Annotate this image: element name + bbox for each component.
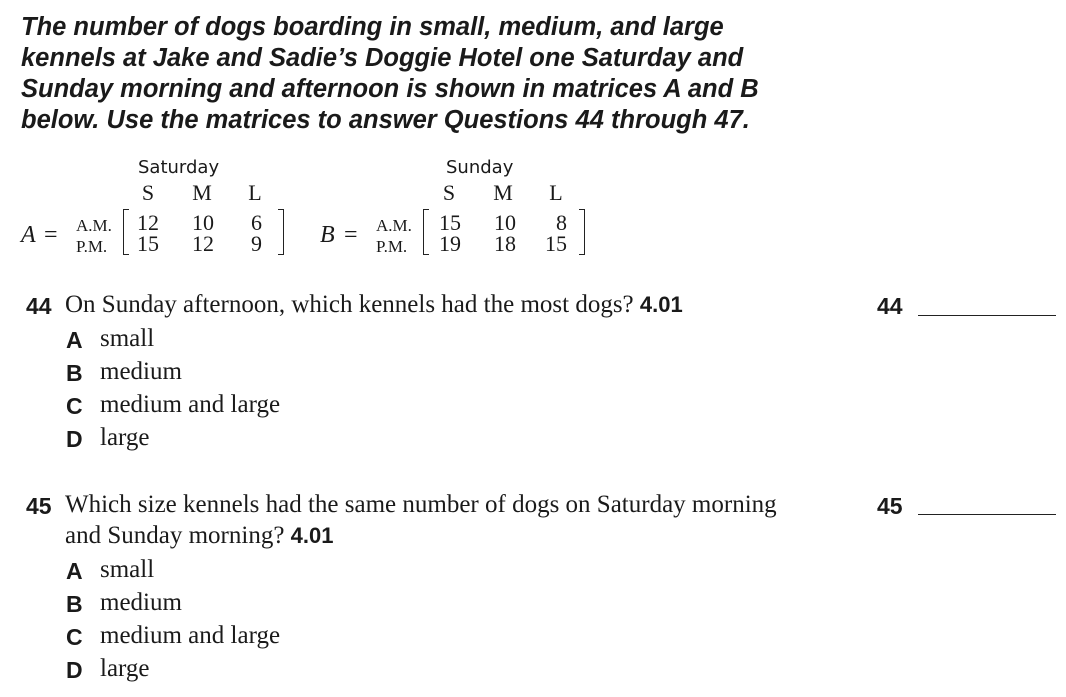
matrix-b-row-pm: P.M. bbox=[376, 237, 408, 256]
matrix-b-title: Sunday bbox=[446, 157, 514, 178]
question-text-line: On Sunday afternoon, which kennels had the most dogs? bbox=[65, 291, 634, 318]
matrix-a-cell: 12 bbox=[192, 231, 214, 256]
standard-tag: 4.01 bbox=[639, 292, 683, 317]
intro-line: kennels at Jake and Sadie’s Doggie Hotel one Saturday and bbox=[21, 44, 744, 72]
option-d[interactable]: large bbox=[100, 655, 150, 682]
matrix-a-col-l: L bbox=[248, 180, 262, 205]
matrix-b-cell: 10 bbox=[494, 210, 516, 235]
option-letter: A bbox=[66, 558, 83, 584]
question-text bbox=[65, 522, 334, 550]
matrix-b-cell: 8 bbox=[556, 210, 567, 235]
option-letter: B bbox=[66, 591, 83, 617]
matrix-b-cell: 15 bbox=[545, 231, 567, 256]
matrix-b-row-am: A.M. bbox=[376, 216, 412, 235]
option-c[interactable]: medium and large bbox=[100, 391, 281, 418]
matrix-b-col-m: M bbox=[493, 180, 513, 205]
matrix-a-cell: 9 bbox=[251, 231, 262, 256]
matrix-b-col-s: S bbox=[442, 180, 456, 205]
option-b[interactable]: medium bbox=[100, 589, 182, 616]
question-text-line: and Sunday morning? bbox=[65, 522, 285, 549]
matrix-b-name: B bbox=[320, 222, 335, 248]
matrix-a-cell: 6 bbox=[251, 210, 262, 235]
matrix-a-title: Saturday bbox=[138, 157, 220, 178]
matrix-b-left-bracket bbox=[423, 209, 429, 255]
matrix-a-cell: 10 bbox=[192, 210, 214, 235]
option-letter: C bbox=[66, 624, 83, 650]
matrix-a-right-bracket bbox=[278, 209, 284, 255]
matrix-a-equals: = bbox=[44, 222, 58, 248]
option-b[interactable]: medium bbox=[100, 358, 182, 385]
option-letter: C bbox=[66, 393, 83, 419]
answer-blank[interactable] bbox=[918, 514, 1056, 515]
option-letter: A bbox=[66, 327, 83, 353]
option-c[interactable]: medium and large bbox=[100, 622, 281, 649]
answer-number: 45 bbox=[877, 493, 903, 519]
option-letter: B bbox=[66, 360, 83, 386]
option-a[interactable]: small bbox=[100, 325, 155, 352]
intro-line: Sunday morning and afternoon is shown in matrices A and B bbox=[21, 75, 759, 103]
option-a[interactable]: small bbox=[100, 556, 155, 583]
matrix-b-right-bracket bbox=[579, 209, 585, 255]
matrix-a-col-m: M bbox=[192, 180, 212, 205]
matrix-a-row-am: A.M. bbox=[76, 216, 112, 235]
question-text-line: Which size kennels had the same number of dogs on Saturday morning bbox=[65, 491, 777, 518]
matrix-b-cell: 19 bbox=[439, 231, 461, 256]
intro-line: The number of dogs boarding in small, medium, and large bbox=[21, 13, 724, 41]
matrix-a-cell: 15 bbox=[137, 231, 159, 256]
matrix-a-row-pm: P.M. bbox=[76, 237, 108, 256]
intro-paragraph bbox=[21, 12, 921, 136]
option-letter: D bbox=[66, 657, 83, 683]
matrix-b-equals: = bbox=[344, 222, 358, 248]
answer-blank[interactable] bbox=[918, 315, 1056, 316]
matrix-b-cell: 18 bbox=[494, 231, 516, 256]
matrix-a-name: A bbox=[21, 222, 36, 248]
standard-tag: 4.01 bbox=[290, 523, 334, 548]
question-number: 44 bbox=[26, 293, 52, 319]
question-text bbox=[65, 291, 683, 319]
matrix-a-cell: 12 bbox=[137, 210, 159, 235]
matrix-a-col-s: S bbox=[141, 180, 155, 205]
intro-line: below. Use the matrices to answer Questions 44 through 47. bbox=[21, 106, 750, 134]
option-d[interactable]: large bbox=[100, 424, 150, 451]
matrix-b-col-l: L bbox=[549, 180, 563, 205]
matrix-b-cell: 15 bbox=[439, 210, 461, 235]
answer-number: 44 bbox=[877, 293, 903, 319]
option-letter: D bbox=[66, 426, 83, 452]
question-number: 45 bbox=[26, 493, 52, 519]
